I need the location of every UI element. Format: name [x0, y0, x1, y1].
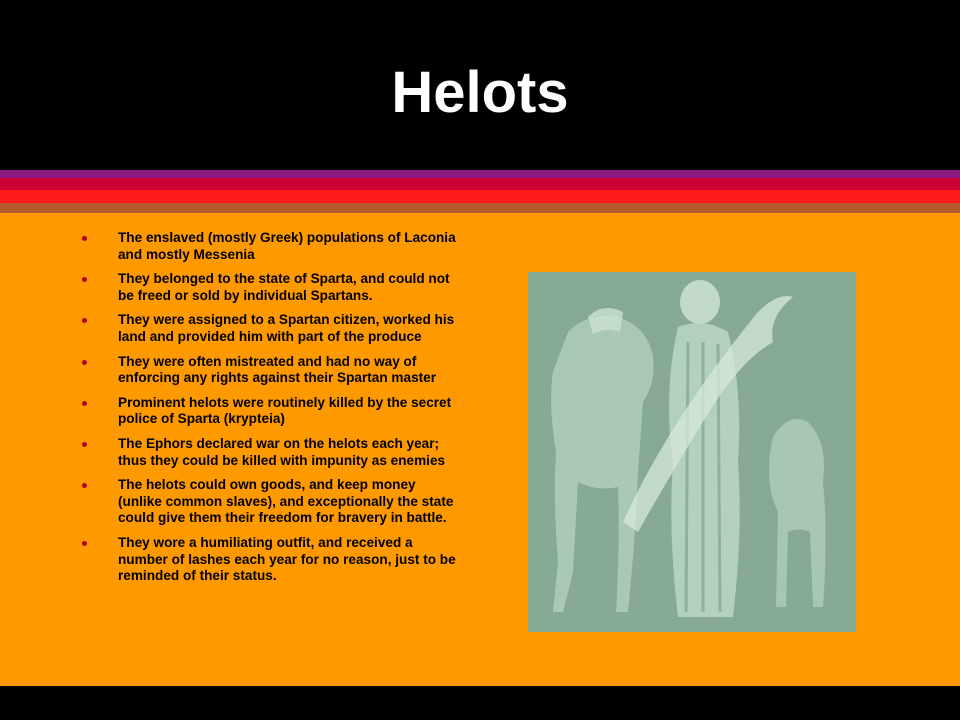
bullet-dot-icon [82, 277, 87, 282]
bullet-dot-icon [82, 442, 87, 447]
bottom-band [0, 686, 960, 720]
bullet-text: The enslaved (mostly Greek) populations of Laconia and mostly Messenia [118, 230, 456, 262]
list-item [78, 271, 463, 304]
content-area [0, 213, 960, 686]
bullet-dot-icon [82, 401, 87, 406]
stripe-crimson [0, 178, 960, 190]
bullet-text: The helots could own goods, and keep money (unlike common slaves), and exceptionally the state could give them their freedom for bravery in battle. [118, 477, 454, 526]
stripe-purple [0, 170, 960, 178]
bullet-dot-icon [82, 360, 87, 365]
bullet-text: They were often mistreated and had no way of enforcing any rights against their Spartan master [118, 353, 437, 386]
list-item [78, 230, 463, 263]
bullet-text: Prominent helots were routinely killed by the secret police of Sparta (krypteia) [118, 394, 452, 427]
list-item [78, 436, 463, 469]
bullet-dot-icon [82, 236, 87, 241]
list-item [78, 312, 463, 345]
relief-sculpture-image [528, 272, 856, 632]
stripe-brown [0, 203, 960, 213]
list-item [78, 535, 463, 585]
stripe-red [0, 190, 960, 203]
bullet-dot-icon [82, 541, 87, 546]
bullet-text: They were assigned to a Spartan citizen, worked his land and provided him with part of the produce [118, 312, 455, 344]
relief-sculpture-svg [528, 272, 856, 632]
list-item [78, 395, 463, 428]
bullet-text: The Ephors declared war on the helots each year; thus they could be killed with impunity as enemies [118, 435, 446, 468]
bullet-text: They wore a humiliating outfit, and received a number of lashes each year for no reason, just to be reminded of their status. [118, 534, 456, 584]
bullet-dot-icon [82, 318, 87, 323]
title-bar [0, 0, 960, 170]
list-item [78, 354, 463, 387]
bullet-dot-icon [82, 483, 87, 488]
list-item [78, 477, 463, 527]
slide-title: Helots [391, 60, 569, 125]
bullet-text: They belonged to the state of Sparta, and could not be freed or sold by individual Spartans. [118, 271, 450, 303]
bullet-list [78, 230, 463, 593]
